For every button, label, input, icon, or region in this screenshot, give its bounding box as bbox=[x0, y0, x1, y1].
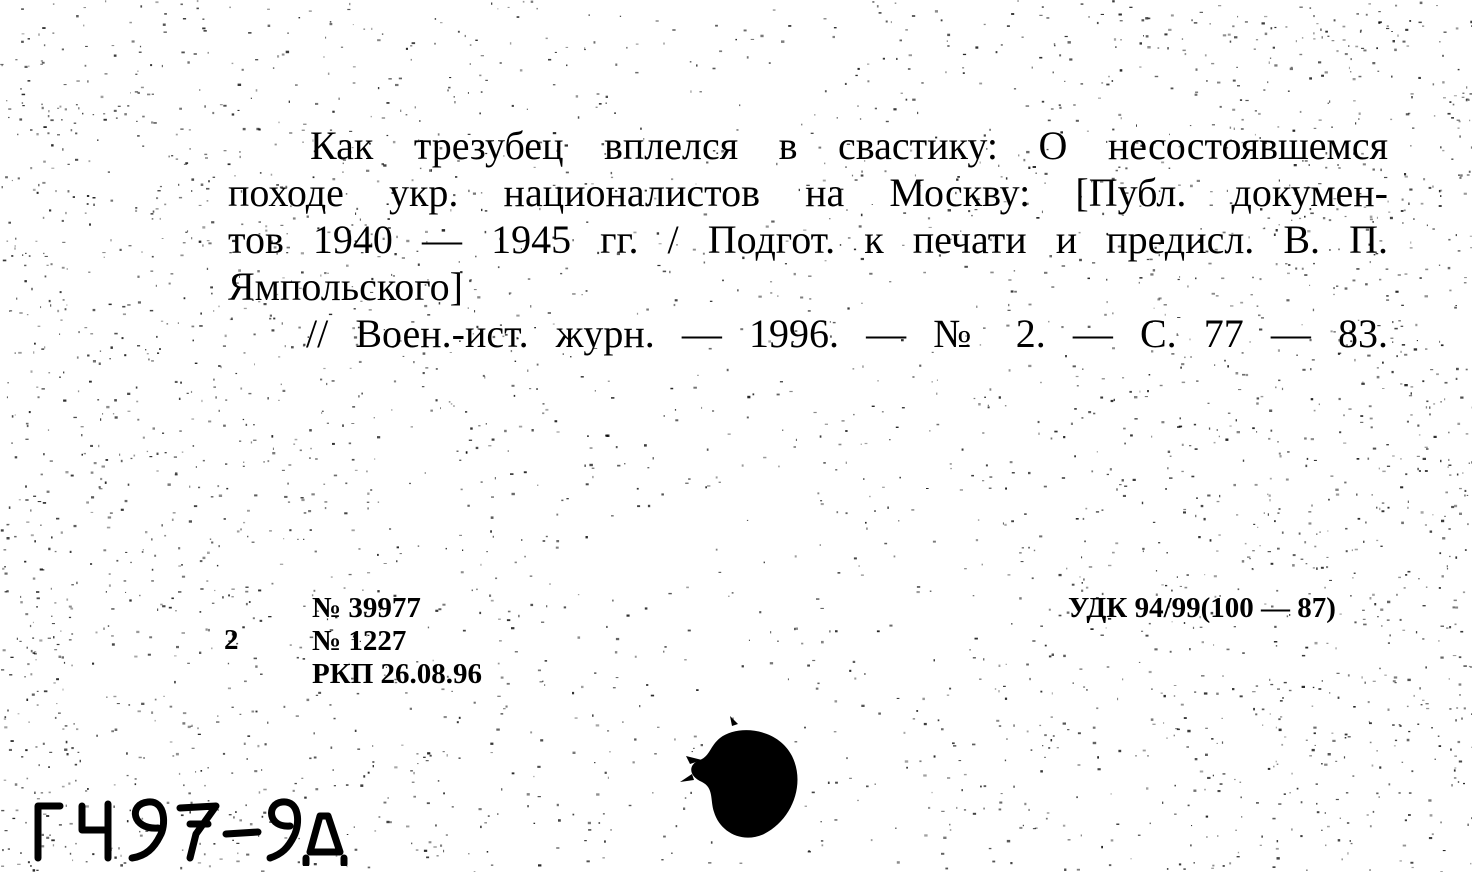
title-line-3: тов 1940 — 1945 гг. / Подгот. к печати и предисл. В. П. bbox=[228, 217, 1388, 262]
ink-blot-icon bbox=[680, 716, 810, 846]
source-line: // Воен.-ист. журн. — 1996. — № 2. — С. 77 — 83. bbox=[306, 311, 1388, 356]
inventory-number: № 1227 bbox=[312, 625, 407, 657]
udk-classification: УДК 94/99(100 — 87) bbox=[1068, 592, 1336, 624]
title-line-4: Ямпольского] bbox=[228, 264, 463, 309]
copy-count: 2 bbox=[224, 624, 239, 656]
rkp-date: РКП 26.08.96 bbox=[312, 658, 483, 690]
bibliographic-description bbox=[228, 122, 1388, 357]
accession-number: № 39977 bbox=[312, 592, 421, 624]
title-line-1: Как трезубец вплелся в свастику: О несостоявшемся bbox=[310, 123, 1388, 168]
handwritten-shelf-mark bbox=[20, 786, 350, 866]
title-line-2: походе укр. националистов на Москву: [Публ. докумен- bbox=[228, 170, 1388, 215]
registration-numbers bbox=[312, 592, 482, 691]
